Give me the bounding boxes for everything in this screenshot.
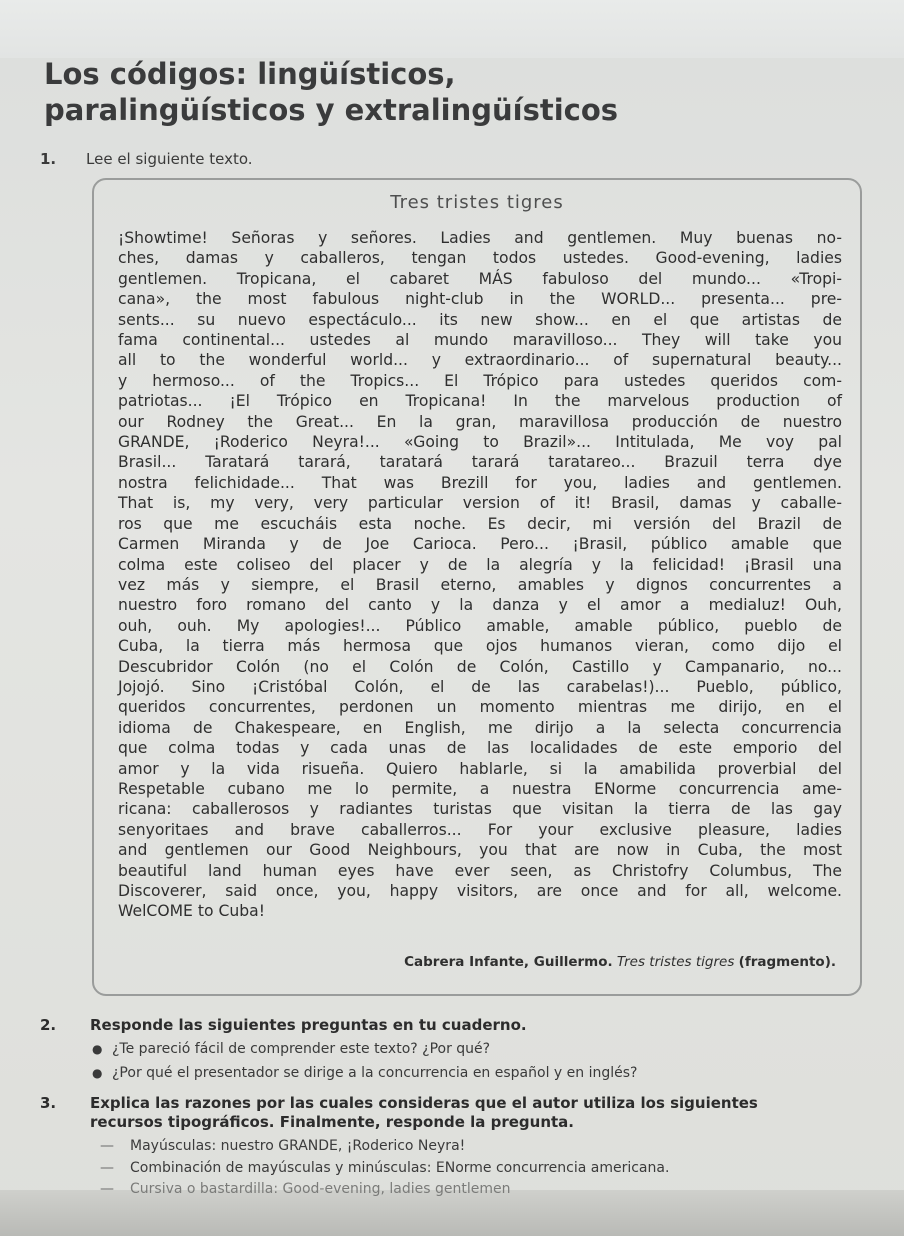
question-2-bullet-1 (92, 1041, 490, 1057)
reading-box (92, 178, 862, 996)
reading-line: senyoritaes and brave caballerros... For your exclusive pleasure, ladies (118, 820, 842, 839)
question-1-number: 1. (40, 150, 57, 168)
dash-marker: — (100, 1181, 114, 1197)
question-3 (40, 1094, 860, 1112)
reading-line: patriotas... ¡El Trópico en Tropicana! In the marvelous production of (118, 392, 842, 411)
page-title (44, 56, 864, 128)
reading-line: colma este coliseo del placer y de la alegría y la felicidad! ¡Brasil una (118, 555, 842, 574)
question-2 (40, 1016, 860, 1034)
reading-line: GRANDE, ¡Roderico Neyra!... «Going to Brazil»... Intitulada, Me voy pal (118, 433, 842, 452)
question-3-item-3 (100, 1181, 511, 1197)
reading-line: all to the wonderful world... y extraordinario... of supernatural beauty... (118, 351, 842, 370)
reading-line: fama continental... ustedes al mundo maravilloso... They will take you (118, 331, 842, 350)
item-text: Mayúsculas: nuestro GRANDE, ¡Roderico Neyra! (130, 1138, 466, 1154)
page-title-line-1: Los códigos: lingüísticos, (44, 57, 456, 91)
question-2-text: Responde las siguientes preguntas en tu cuaderno. (90, 1016, 527, 1034)
question-3-continued (90, 1113, 904, 1131)
reading-line: vez más y siempre, el Brasil eterno, amables y dignos concurrentes a (118, 575, 842, 594)
credit-work: Tres tristes tigres (616, 954, 735, 970)
reading-line: Brasil... Taratará tarará, taratará tarará taratareo... Brazuil terra dye (118, 453, 842, 472)
reading-line: and gentlemen our Good Neighbours, you that are now in Cuba, the most (118, 841, 842, 860)
reading-line: nostra felichidade... That was Brezill for you, ladies and gentlemen. (118, 473, 842, 492)
reading-line: Descubridor Colón (no el Colón de Colón, Castillo y Campanario, no... (118, 657, 842, 676)
reading-line: nuestro foro romano del canto y la danza y el amor a medialuz! Ouh, (118, 596, 842, 615)
question-3-text-line-1: Explica las razones por las cuales consideras que el autor utiliza los siguientes (90, 1094, 758, 1112)
reading-line: That is, my very, very particular version of it! Brasil, damas y caballe- (118, 494, 842, 513)
reading-line: sents... su nuevo espectáculo... its new show... en el que artistas de (118, 310, 842, 329)
reading-line: ricana: caballerosos y radiantes turistas que visitan la tierra de las gay (118, 800, 842, 819)
reading-line: idioma de Chakespeare, en English, me dirijo a la selecta concurrencia (118, 718, 842, 737)
reading-line: amor y la vida risueña. Quiero hablarle, si la amabilida proverbial del (118, 759, 842, 778)
page-title-line-2: paralingüísticos y extralingüísticos (44, 93, 619, 127)
bullet-icon: ● (92, 1066, 103, 1080)
question-2-bullet-2 (92, 1065, 637, 1081)
item-text: Combinación de mayúsculas y minúsculas: ENorme concurrencia americana. (130, 1160, 670, 1176)
reading-line: Carmen Miranda y de Joe Carioca. Pero... ¡Brasil, público amable que (118, 535, 842, 554)
reading-line: ches, damas y caballeros, tengan todos ustedes. Good-evening, ladies (118, 249, 842, 268)
dash-marker: — (100, 1138, 114, 1154)
bullet-text: ¿Te pareció fácil de comprender este texto? ¿Por qué? (112, 1041, 491, 1057)
bullet-text: ¿Por qué el presentador se dirige a la concurrencia en español y en inglés? (112, 1065, 638, 1081)
reading-line: ¡Showtime! Señoras y señores. Ladies and gentlemen. Muy buenas no- (118, 229, 842, 247)
question-3-item-1 (100, 1138, 465, 1154)
reading-line: Discoverer, said once, you, happy visitors, are once and for all, welcome. (118, 882, 842, 900)
reading-line: beautiful land human eyes have ever seen, as Christofry Columbus, The (118, 861, 842, 880)
question-1-text: Lee el siguiente texto. (86, 150, 253, 168)
reading-line: Respetable cubano me lo permite, a nuestra ENorme concurrencia ame- (118, 779, 842, 798)
reading-line: que colma todas y cada unas de las localidades de este emporio del (118, 739, 842, 758)
reading-text (118, 228, 842, 922)
reading-line: Cuba, la tierra más hermosa que ojos humanos vieran, como dijo el (118, 637, 842, 656)
reading-line: cana», the most fabulous night-club in the WORLD... presenta... pre- (118, 290, 842, 309)
item-text: Cursiva o bastardilla: Good-evening, ladies gentlemen (130, 1181, 511, 1197)
question-3-text-line-2: recursos tipográficos. Finalmente, responde la pregunta. (90, 1113, 575, 1131)
dash-marker: — (100, 1160, 114, 1176)
reading-credit (404, 954, 836, 970)
question-3-number: 3. (40, 1094, 57, 1112)
reading-title: Tres tristes tigres (390, 192, 564, 213)
reading-line: ros que me escucháis esta noche. Es decir, mi versión del Brazil de (118, 514, 842, 533)
credit-note: (fragmento). (738, 954, 836, 970)
reading-line: gentlemen. Tropicana, el cabaret MÁS fabuloso del mundo... «Tropi- (118, 269, 842, 288)
question-3-item-2 (100, 1160, 669, 1176)
reading-line: Jojojó. Sino ¡Cristóbal Colón, el de las carabelas!)... Pueblo, público, (118, 677, 842, 696)
question-1 (40, 150, 253, 168)
credit-author: Cabrera Infante, Guillermo. (404, 954, 613, 970)
reading-line: WelCOME to Cuba! (118, 902, 265, 921)
page-top-edge (0, 0, 904, 58)
reading-line: queridos concurrentes, perdonen un momento mientras me dirijo, en el (118, 698, 842, 717)
bullet-icon: ● (92, 1042, 103, 1056)
reading-line: y hermoso... of the Tropics... El Trópico para ustedes queridos com- (118, 371, 842, 390)
reading-line: ouh, ouh. My apologies!... Público amable, amable público, pueblo de (118, 616, 842, 635)
question-2-number: 2. (40, 1016, 57, 1034)
reading-line: our Rodney the Great... En la gran, maravillosa producción de nuestro (118, 412, 842, 431)
